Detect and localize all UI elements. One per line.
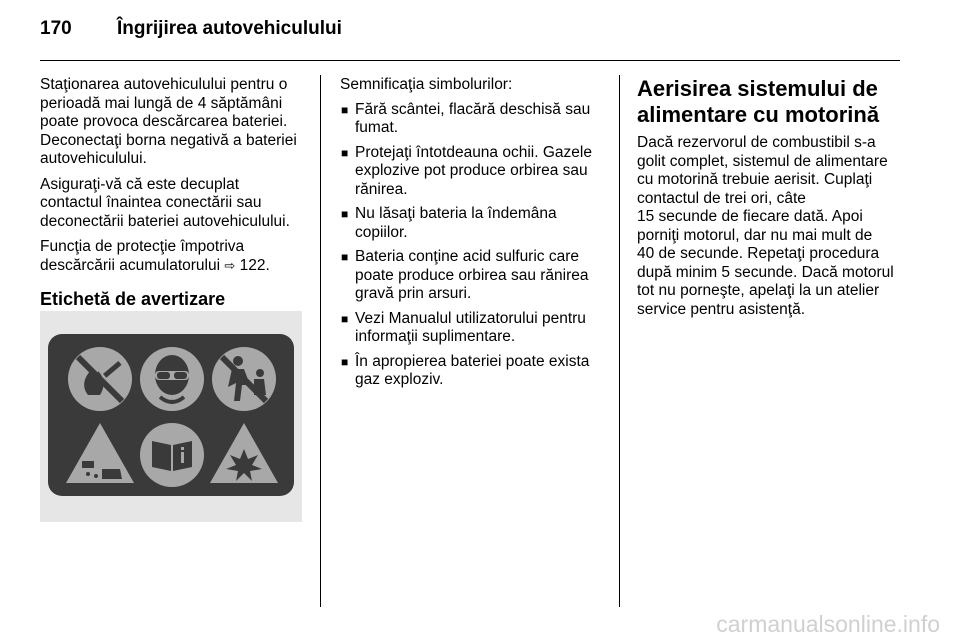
text-line: cu motorină trebuie aerisit. Cuplaţi (637, 171, 873, 188)
keep-away-from-children-icon (212, 347, 276, 411)
text-line: tot nu porneşte, apelaţi la un atelier (637, 282, 880, 299)
text-line: Asiguraţi-vă că este decuplat (40, 175, 240, 193)
text-line: contactul de trei ori, câte (637, 189, 806, 207)
text-line: autovehiculului. (40, 150, 147, 167)
text-line: golit complet, sistemul de alimentare (637, 152, 888, 170)
list-item: ■ Vezi Manualul utilizatorului pentru informaţii suplimentare. (341, 309, 586, 345)
symbols-list (340, 101, 606, 390)
text-line: 40 de secunde. Repetaţi procedura (637, 245, 880, 262)
cross-reference-icon: ⇨ (224, 257, 236, 273)
paragraph-protection (40, 238, 308, 275)
watermark: carmanualsonline.info (716, 611, 940, 637)
page-number: 170 (40, 18, 72, 39)
section-heading-fuel-bleeding: Aerisirea sistemului de alimentare cu motorină (637, 76, 880, 127)
bullet-icon: ■ (341, 145, 349, 160)
text-line: perioadă mai lungă de 4 săptămâni (40, 94, 283, 112)
section-heading-warning-label: Etichetă de avertizare (40, 289, 226, 309)
bullet-icon: ■ (341, 311, 349, 326)
column-divider-right (619, 75, 620, 607)
no-fire-icon (68, 347, 132, 411)
bullet-icon: ■ (341, 250, 349, 264)
bullet-icon: ■ (341, 207, 349, 221)
text-line: după minim 5 secunde. Dacă motorul (637, 263, 894, 281)
paragraph-fuel-bleeding (637, 134, 905, 319)
column-3 (637, 76, 905, 326)
text-line: deconectării bateriei autovehiculului. (40, 212, 290, 230)
bullet-icon: ■ (341, 102, 349, 117)
column-divider-left (320, 75, 321, 607)
list-item: ■ Protejaţi întotdeauna ochii. Gazele explozive pot produce orbirea sau rănirea. (341, 143, 592, 198)
paragraph-storage (40, 76, 308, 169)
cross-ref-page-link[interactable]: 122. (239, 256, 270, 274)
text-line (40, 257, 308, 276)
cross-ref-text: descărcării acumulatorului (40, 256, 221, 274)
list-item: ■ Bateria conţine acid sulfuric care poate produce orbirea sau rănirea gravă prin arsuri. (341, 248, 589, 302)
text-line: porniţi motorul, dar nu mai mult de (637, 226, 873, 244)
header-rule (40, 60, 900, 61)
text-line: contactul înaintea conectării sau (40, 194, 262, 211)
text-line: 15 secunde de fiecare dată. Apoi (637, 208, 863, 225)
bullet-icon: ■ (341, 354, 349, 369)
text-line: Funcţia de protecţie împotriva (40, 238, 245, 255)
list-item: ■ Nu lăsaţi bateria la îndemâna copiilor. (341, 205, 557, 241)
eye-protection-icon (140, 347, 204, 411)
text-line: poate provoca descărcarea bateriei. (40, 113, 288, 130)
text-line: Deconectaţi borna negativă a bateriei (40, 131, 297, 149)
page-title: Îngrijirea autovehiculului (117, 18, 342, 39)
text-line: service pentru asistenţă. (637, 300, 806, 318)
list-item: ■ În apropierea bateriei poate exista gaz exploziv. (341, 352, 590, 388)
symbols-intro: Semnificaţia simbolurilor: (340, 76, 513, 93)
list-item: ■ Fără scântei, flacără deschisă sau fumat. (341, 100, 591, 136)
column-1 (40, 76, 308, 309)
warning-label-svg (40, 311, 302, 522)
column-2 (340, 76, 606, 396)
text-line: Staţionarea autovehiculului pentru o (40, 76, 288, 93)
read-manual-icon (140, 423, 204, 487)
warning-label-figure (40, 311, 302, 522)
text-line: Dacă rezervorul de combustibil s-a (637, 134, 876, 151)
paragraph-ignition (40, 176, 308, 232)
